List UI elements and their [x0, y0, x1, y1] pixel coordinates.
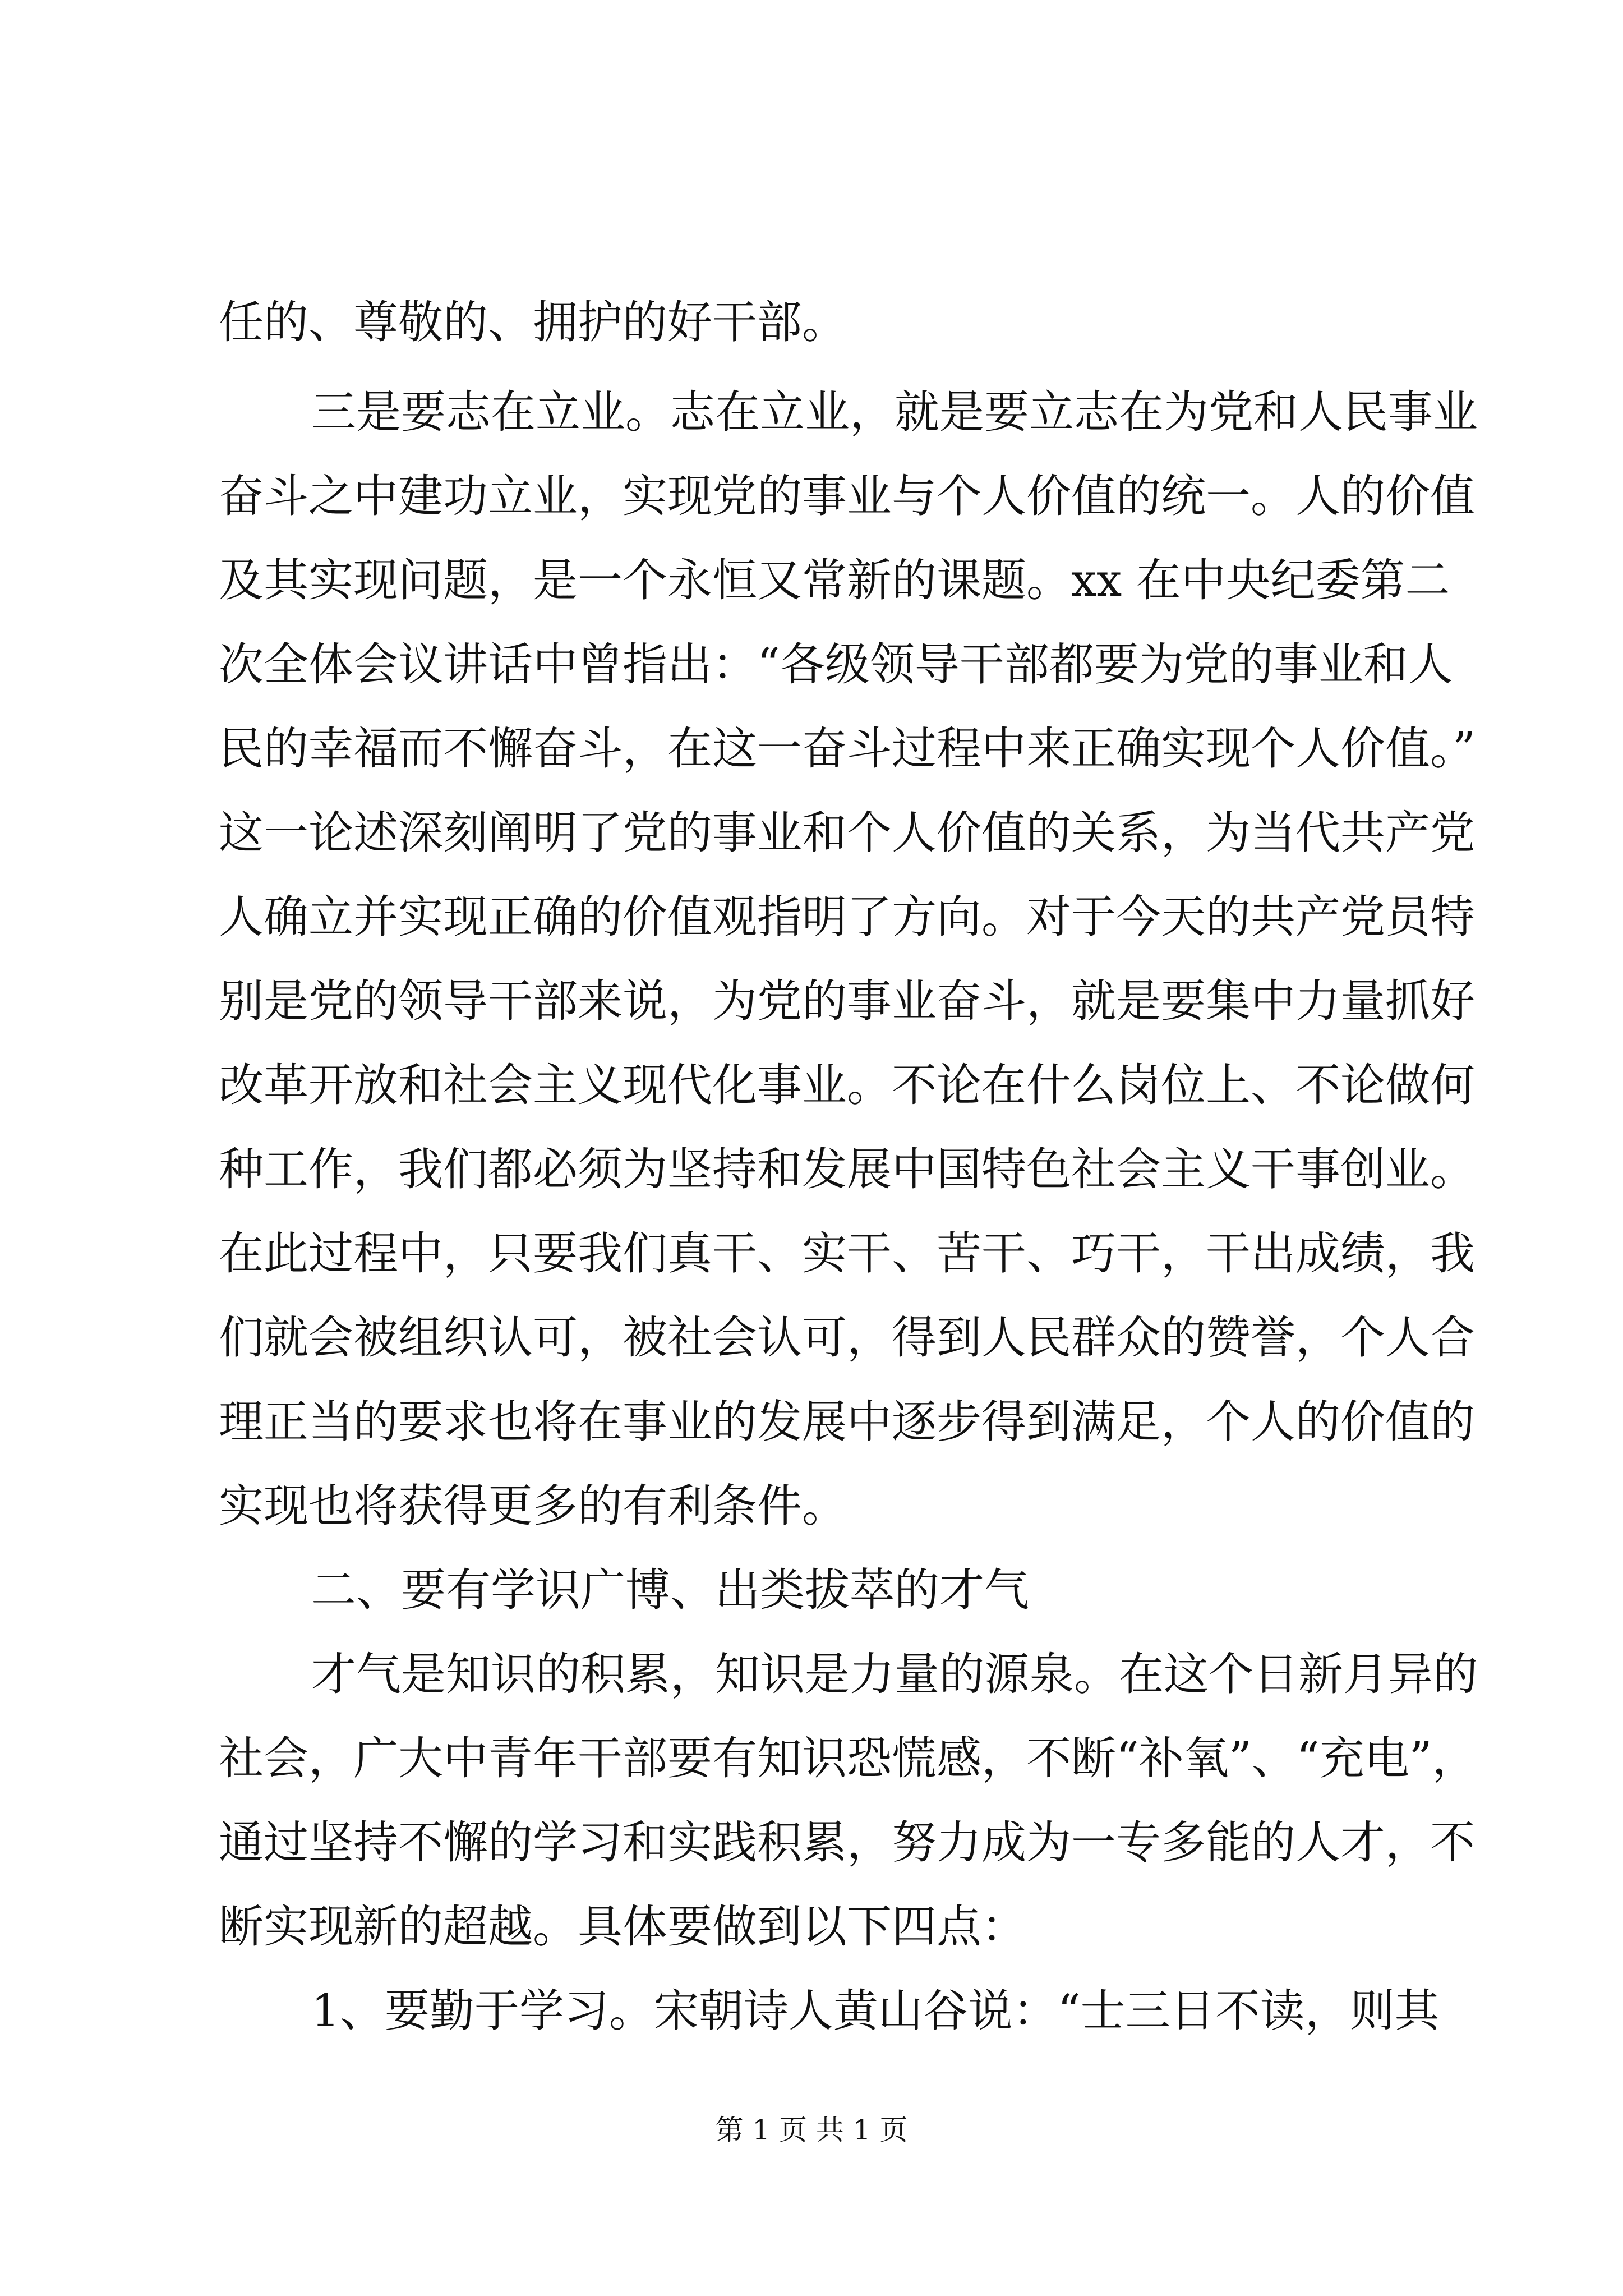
text-line: 别是党的领导干部来说，为党的事业奋斗，就是要集中力量抓好 [219, 975, 1475, 1027]
text-line: 通过坚持不懈的学习和实践积累，努力成为一专多能的人才，不 [219, 1816, 1475, 1869]
text-line: 在此过程中，只要我们真干、实干、苦干、巧干，干出成绩，我 [219, 1227, 1475, 1280]
text-line: 理正当的要求也将在事业的发展中逐步得到满足，个人的价值的 [219, 1396, 1475, 1448]
text-line: 奋斗之中建功立业，实现党的事业与个人价值的统一。人的价值 [219, 470, 1475, 522]
text-line: 断实现新的超越。具体要做到以下四点： [219, 1901, 1026, 1953]
text-line: 改革开放和社会主义现代化事业。不论在什么岗位上、不论做何 [219, 1059, 1475, 1111]
text-line: 社会，广大中青年干部要有知识恐慌感，不断“补氧”、“充电”， [219, 1732, 1477, 1784]
text-line: 次全体会议讲话中曾指出：“各级领导干部都要为党的事业和人 [219, 638, 1453, 691]
text-line: 实现也将获得更多的有利条件。 [219, 1480, 847, 1532]
text-line: 民的幸福而不懈奋斗，在这一奋斗过程中来正确实现个人价值。” [219, 723, 1476, 775]
text-line: 种工作，我们都必须为坚持和发展中国特色社会主义干事创业。 [219, 1143, 1475, 1195]
text-line: 才气是知识的积累，知识是力量的源泉。在这个日新月异的 [311, 1648, 1478, 1700]
section-heading: 二、要有学识广博、出类拔萃的才气 [311, 1564, 1029, 1616]
text-line: 三是要志在立业。志在立业，就是要立志在为党和人民事业 [311, 386, 1478, 438]
text-line: 这一论述深刻阐明了党的事业和个人价值的关系，为当代共产党 [219, 807, 1475, 859]
text-line: 及其实现问题，是一个永恒又常新的课题。xx 在中央纪委第二 [219, 554, 1450, 606]
text-line: 人确立并实现正确的价值观指明了方向。对于今天的共产党员特 [219, 891, 1475, 943]
page-footer: 第 1 页 共 1 页 [715, 2114, 908, 2146]
text-line: 们就会被组织认可，被社会认可，得到人民群众的赞誉，个人合 [219, 1312, 1475, 1364]
text-line: 1、要勤于学习。宋朝诗人黄山谷说：“士三日不读，则其 [311, 1985, 1440, 2037]
text-line: 任的、尊敬的、拥护的好干部。 [219, 296, 847, 348]
